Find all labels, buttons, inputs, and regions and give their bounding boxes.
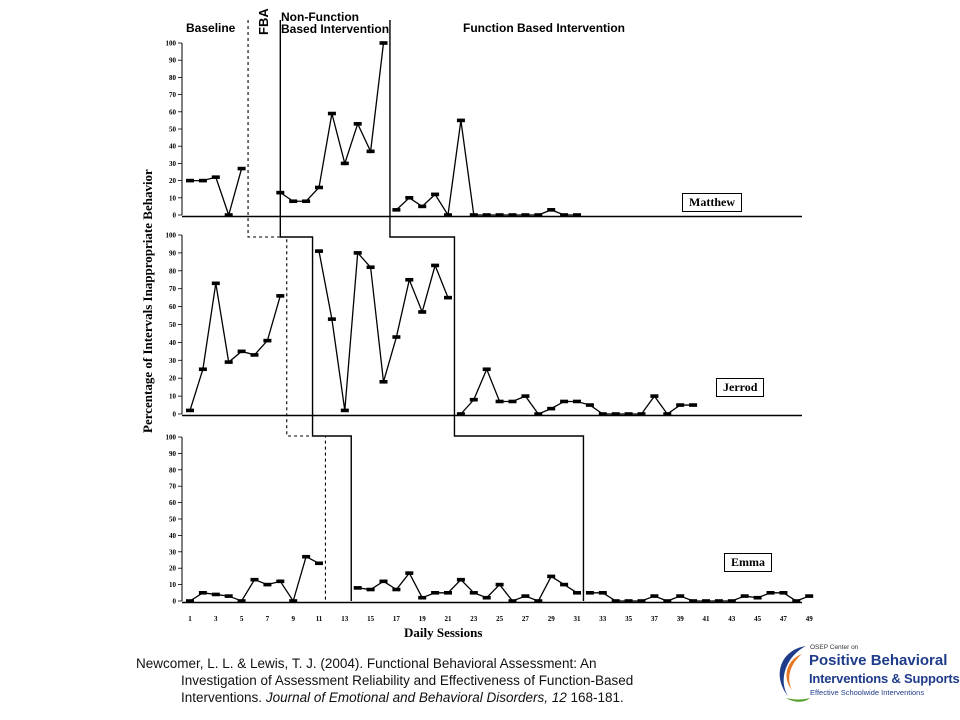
- y-tick-label: 50: [169, 515, 176, 524]
- y-tick-label: 90: [169, 449, 176, 458]
- data-point: [199, 367, 207, 371]
- y-tick-label: 50: [169, 125, 176, 134]
- y-tick-label: 30: [169, 548, 176, 557]
- x-tick-label: 9: [291, 615, 295, 623]
- data-point: [186, 179, 194, 183]
- series-line: [461, 369, 693, 414]
- data-point: [186, 409, 194, 413]
- x-tick-label: 5: [239, 615, 244, 623]
- x-tick-label: 49: [805, 615, 813, 623]
- data-point: [741, 594, 749, 598]
- data-point: [367, 588, 375, 592]
- data-point: [805, 594, 813, 598]
- data-point: [650, 394, 658, 398]
- citation-line3: [136, 689, 696, 706]
- data-point: [470, 213, 478, 217]
- y-tick-label: 90: [169, 249, 176, 258]
- pbis-logo-line1: Positive Behavioral: [809, 652, 948, 669]
- series-line: [319, 251, 448, 410]
- y-tick-label: 20: [169, 177, 176, 186]
- data-point: [302, 199, 310, 203]
- citation-journal: Journal of Emotional and Behavioral Disorders, 12: [265, 690, 567, 705]
- data-point: [573, 591, 581, 595]
- y-tick-label: 10: [169, 194, 176, 203]
- data-point: [573, 400, 581, 404]
- data-point: [534, 213, 542, 217]
- phase-label-baseline: Baseline: [186, 21, 236, 35]
- data-point: [728, 599, 736, 603]
- y-tick-label: 40: [169, 338, 176, 347]
- series-line: [190, 283, 280, 410]
- data-point: [238, 167, 246, 171]
- x-tick-label: 11: [315, 615, 323, 623]
- x-tick-label: 1: [188, 615, 192, 623]
- x-tick-label: 27: [521, 615, 529, 623]
- data-point: [238, 599, 246, 603]
- data-point: [354, 586, 362, 590]
- data-point: [586, 591, 594, 595]
- y-tick-label: 70: [169, 482, 176, 491]
- y-tick-label: 100: [165, 231, 176, 240]
- data-point: [212, 282, 220, 286]
- participant-label-matthew: Matthew: [682, 193, 742, 212]
- x-tick-label: 33: [599, 615, 607, 623]
- citation-line2: Investigation of Assessment Reliability and Effectiveness of Function-Based: [181, 673, 634, 688]
- citation-pages: 168-181.: [570, 690, 624, 705]
- data-point: [689, 599, 697, 603]
- y-tick-label: 20: [169, 564, 176, 573]
- data-point: [276, 294, 284, 298]
- data-point: [431, 264, 439, 268]
- y-tick-label: 0: [172, 410, 176, 419]
- data-point: [354, 251, 362, 255]
- x-tick-label: 31: [573, 615, 581, 623]
- y-tick-label: 100: [165, 39, 176, 48]
- pbis-logo-swoosh-icon: [772, 640, 812, 704]
- data-point: [715, 599, 723, 603]
- y-tick-label: 60: [169, 303, 176, 312]
- data-point: [457, 119, 465, 123]
- data-point: [238, 350, 246, 354]
- participant-label-emma: Emma: [724, 553, 772, 572]
- y-tick-label: 10: [169, 392, 176, 401]
- data-point: [225, 594, 233, 598]
- data-point: [302, 555, 310, 559]
- data-point: [638, 412, 646, 416]
- data-point: [534, 412, 542, 416]
- data-point: [779, 591, 787, 595]
- series-line: [396, 120, 577, 215]
- data-point: [509, 400, 517, 404]
- y-tick-label: 70: [169, 285, 176, 294]
- data-point: [792, 599, 800, 603]
- data-point: [315, 186, 323, 190]
- citation-line1: Newcomer, L. L. & Lewis, T. J. (2004). Functional Behavioral Assessment: An: [136, 656, 597, 671]
- data-point: [225, 360, 233, 364]
- data-point: [470, 591, 478, 595]
- x-tick-label: 13: [341, 615, 349, 623]
- data-point: [638, 599, 646, 603]
- data-point: [483, 213, 491, 217]
- y-tick-label: 30: [169, 159, 176, 168]
- data-point: [612, 412, 620, 416]
- data-point: [431, 591, 439, 595]
- data-point: [470, 398, 478, 402]
- data-point: [444, 296, 452, 300]
- data-point: [186, 599, 194, 603]
- y-tick-label: 80: [169, 267, 176, 276]
- x-tick-label: 23: [470, 615, 478, 623]
- x-tick-label: 47: [779, 615, 787, 623]
- data-point: [367, 265, 375, 269]
- series-line: [358, 573, 577, 601]
- data-point: [496, 213, 504, 217]
- y-tick-label: 40: [169, 531, 176, 540]
- x-tick-label: 19: [418, 615, 426, 623]
- data-point: [547, 575, 555, 579]
- data-point: [547, 208, 555, 212]
- data-point: [380, 41, 388, 45]
- data-point: [328, 112, 336, 116]
- y-tick-label: 0: [172, 597, 176, 606]
- phase-label-function-based: Function Based Intervention: [463, 21, 626, 35]
- data-point: [212, 593, 220, 597]
- data-point: [560, 213, 568, 217]
- data-point: [380, 580, 388, 584]
- phase-label-non-function-line1: Non-Function: [281, 10, 359, 24]
- data-point: [496, 400, 504, 404]
- data-point: [212, 175, 220, 179]
- data-point: [650, 594, 658, 598]
- y-tick-label: 0: [172, 211, 176, 220]
- pbis-logo: [772, 640, 960, 704]
- data-point: [560, 583, 568, 587]
- x-axis-label: Daily Sessions: [404, 625, 483, 640]
- x-tick-label: 41: [702, 615, 710, 623]
- x-tick-label: 37: [650, 615, 658, 623]
- data-point: [418, 596, 426, 600]
- data-point: [457, 578, 465, 582]
- data-point: [612, 599, 620, 603]
- pbis-logo-line3: Effective Schoolwide Interventions: [810, 688, 925, 697]
- data-point: [560, 400, 568, 404]
- citation: [136, 655, 696, 706]
- data-point: [392, 335, 400, 339]
- series-line: [280, 43, 383, 201]
- data-point: [676, 594, 684, 598]
- data-point: [405, 278, 413, 282]
- data-point: [199, 179, 207, 183]
- y-tick-label: 80: [169, 73, 176, 82]
- pbis-logo-center: OSEP Center on: [810, 644, 859, 651]
- data-point: [392, 588, 400, 592]
- citation-line3-plain: Interventions.: [181, 690, 263, 705]
- pbis-logo-line2: Interventions & Supports: [809, 671, 960, 686]
- y-tick-label: 40: [169, 142, 176, 151]
- data-point: [315, 249, 323, 253]
- y-tick-label: 100: [165, 433, 176, 442]
- data-point: [625, 599, 633, 603]
- data-point: [521, 594, 529, 598]
- data-point: [251, 353, 259, 357]
- x-tick-label: 3: [214, 615, 218, 623]
- data-point: [496, 583, 504, 587]
- series-line: [590, 593, 809, 601]
- phase-label-non-function-line2: Based Intervention: [281, 22, 390, 36]
- data-point: [289, 599, 297, 603]
- phase-label-fba: FBA: [256, 8, 271, 35]
- data-point: [625, 412, 633, 416]
- y-tick-label: 20: [169, 374, 176, 383]
- y-tick-label: 30: [169, 356, 176, 365]
- data-point: [573, 213, 581, 217]
- y-tick-label: 60: [169, 499, 176, 508]
- y-axis-label: Percentage of Intervals Inappropriate Behavior: [140, 169, 155, 433]
- x-tick-label: 17: [392, 615, 400, 623]
- data-point: [663, 599, 671, 603]
- y-tick-label: 90: [169, 56, 176, 65]
- data-point: [534, 599, 542, 603]
- y-tick-label: 60: [169, 108, 176, 117]
- data-point: [547, 407, 555, 411]
- data-point: [483, 596, 491, 600]
- data-point: [431, 193, 439, 197]
- data-point: [767, 591, 775, 595]
- data-point: [483, 367, 491, 371]
- y-tick-label: 70: [169, 91, 176, 100]
- data-point: [380, 380, 388, 384]
- data-point: [276, 580, 284, 584]
- data-point: [199, 591, 207, 595]
- data-point: [328, 317, 336, 321]
- x-tick-label: 7: [265, 615, 270, 623]
- data-point: [689, 403, 697, 407]
- data-point: [263, 339, 271, 343]
- data-point: [509, 599, 517, 603]
- y-tick-label: 80: [169, 466, 176, 475]
- data-point: [457, 412, 465, 416]
- data-point: [521, 213, 529, 217]
- data-point: [444, 591, 452, 595]
- participant-label-jerrod: Jerrod: [716, 378, 764, 397]
- data-point: [263, 583, 271, 587]
- x-tick-label: 35: [625, 615, 633, 623]
- data-point: [392, 208, 400, 212]
- data-point: [315, 561, 323, 565]
- data-point: [599, 591, 607, 595]
- phase-line-non-function: [280, 20, 351, 601]
- data-point: [418, 310, 426, 314]
- data-point: [354, 122, 362, 126]
- data-point: [586, 403, 594, 407]
- data-point: [225, 213, 233, 217]
- x-tick-label: 15: [367, 615, 375, 623]
- y-tick-label: 50: [169, 321, 176, 329]
- data-point: [289, 199, 297, 203]
- phase-line-fba: [248, 20, 325, 601]
- data-point: [418, 205, 426, 209]
- y-tick-label: 10: [169, 581, 176, 590]
- data-point: [521, 394, 529, 398]
- data-point: [341, 409, 349, 413]
- data-point: [663, 412, 671, 416]
- data-point: [251, 578, 259, 582]
- x-tick-label: 29: [547, 615, 555, 623]
- x-tick-label: 39: [676, 615, 684, 623]
- data-point: [676, 403, 684, 407]
- data-point: [444, 213, 452, 217]
- data-point: [405, 196, 413, 200]
- data-point: [509, 213, 517, 217]
- x-tick-label: 43: [728, 615, 736, 623]
- x-tick-label: 45: [754, 615, 762, 623]
- data-point: [702, 599, 710, 603]
- x-tick-label: 25: [496, 615, 504, 623]
- data-point: [754, 596, 762, 600]
- data-point: [405, 571, 413, 575]
- x-tick-label: 21: [444, 615, 452, 623]
- data-point: [367, 150, 375, 154]
- data-point: [341, 162, 349, 166]
- data-point: [599, 412, 607, 416]
